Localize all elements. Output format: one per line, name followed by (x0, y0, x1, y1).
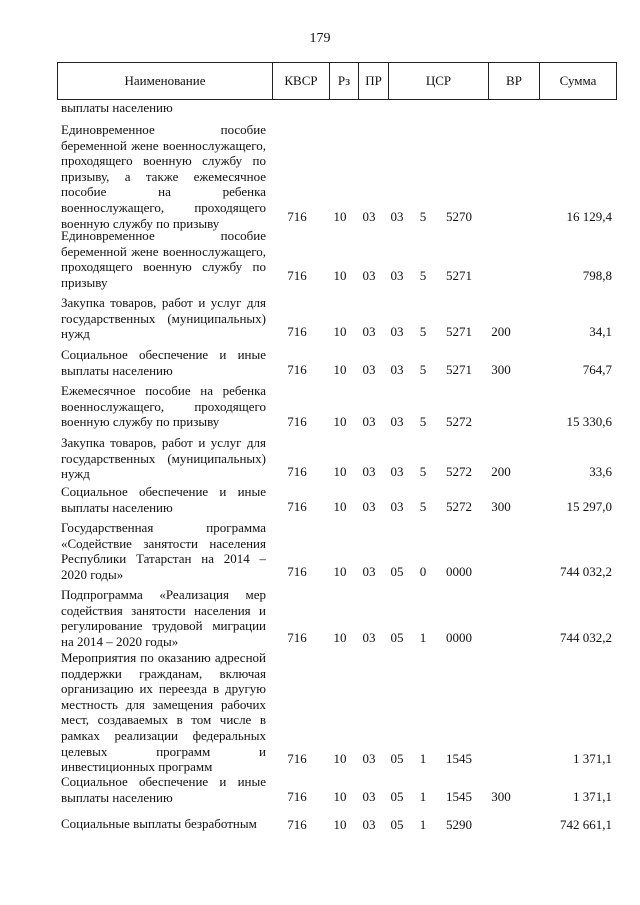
row-c3: 5272 (446, 464, 472, 480)
row-c1: 03 (390, 464, 404, 480)
row-vr: 300 (491, 499, 511, 515)
header-kvsr: КВСР (273, 63, 330, 99)
row-name: Закупка товаров, работ и услуг для государственных (муниципальных) нужд (61, 435, 266, 482)
row-rz: 10 (333, 209, 347, 225)
row-c3: 0000 (446, 564, 472, 580)
row-c2: 1 (419, 789, 427, 805)
header-pr: ПР (359, 63, 389, 99)
row-pr: 03 (362, 268, 376, 284)
table-row (0, 774, 640, 805)
row-c2: 5 (419, 499, 427, 515)
header-rz: Рз (330, 63, 359, 99)
row-name: выплаты населению (61, 100, 173, 115)
row-rz: 10 (333, 268, 347, 284)
header-sum: Сумма (559, 73, 597, 88)
row-rz: 10 (333, 817, 347, 833)
row-c3: 5271 (446, 268, 472, 284)
row-sum: 742 661,1 (560, 817, 612, 833)
row-rz: 10 (333, 362, 347, 378)
row-name: Единовременное пособие беременной жене военнослужащего, проходящего военную службу по призыву (61, 228, 266, 290)
row-rz: 10 (333, 751, 347, 767)
row-sum: 1 371,1 (573, 751, 612, 767)
table-row (0, 816, 640, 833)
row-kvsr: 716 (287, 209, 307, 225)
row-rz: 10 (333, 564, 347, 580)
table-row (0, 650, 640, 775)
row-name: Единовременное пособие беременной жене военнослужащего, проходящего военную службу по призыву, а также ежемесячное пособие на ребенка военнослужащего, проходящего военную службу по призыву (61, 122, 266, 231)
table-row (0, 520, 640, 580)
row-c3: 5290 (446, 817, 472, 833)
row-c1: 03 (390, 324, 404, 340)
row-pr: 03 (362, 499, 376, 515)
table-row (0, 383, 640, 430)
row-c2: 5 (419, 209, 427, 225)
row-name: Закупка товаров, работ и услуг для государственных (муниципальных) нужд (61, 295, 266, 342)
row-c1: 03 (390, 499, 404, 515)
table-row (0, 295, 640, 340)
row-sum: 1 371,1 (573, 789, 612, 805)
row-c2: 1 (419, 751, 427, 767)
row-pr: 03 (362, 564, 376, 580)
row-kvsr: 716 (287, 499, 307, 515)
row-name: Социальное обеспечение и иные выплаты населению (61, 774, 266, 805)
row-sum: 744 032,2 (560, 630, 612, 646)
row-sum: 33,6 (589, 464, 612, 480)
row-c2: 1 (419, 817, 427, 833)
page-number: 179 (309, 31, 331, 46)
row-pr: 03 (362, 324, 376, 340)
row-c1: 03 (390, 209, 404, 225)
row-c3: 0000 (446, 630, 472, 646)
row-c3: 5270 (446, 209, 472, 225)
row-vr: 200 (491, 464, 511, 480)
row-rz: 10 (333, 630, 347, 646)
row-c2: 5 (419, 414, 427, 430)
row-pr: 03 (362, 751, 376, 767)
table-row (0, 587, 640, 649)
table-row (0, 347, 640, 378)
row-c1: 05 (390, 564, 404, 580)
row-kvsr: 716 (287, 464, 307, 480)
row-name: Социальные выплаты безработным (61, 816, 257, 831)
row-sum: 744 032,2 (560, 564, 612, 580)
row-rz: 10 (333, 789, 347, 805)
row-rz: 10 (333, 499, 347, 515)
row-c1: 05 (390, 751, 404, 767)
table-header (57, 62, 617, 100)
row-c3: 5271 (446, 362, 472, 378)
row-c2: 1 (419, 630, 427, 646)
row-c3: 5272 (446, 414, 472, 430)
row-sum: 764,7 (582, 362, 612, 378)
row-pr: 03 (362, 362, 376, 378)
row-c1: 03 (390, 362, 404, 378)
table-row (0, 228, 640, 290)
row-vr: 200 (491, 324, 511, 340)
row-c3: 1545 (446, 789, 472, 805)
row-name: Ежемесячное пособие на ребенка военнослужащего, проходящего военную службу по призыву (61, 383, 266, 430)
row-rz: 10 (333, 324, 347, 340)
row-kvsr: 716 (287, 268, 307, 284)
row-c2: 5 (419, 362, 427, 378)
row-c3: 1545 (446, 751, 472, 767)
header-csr: ЦСР (389, 63, 489, 99)
row-pr: 03 (362, 789, 376, 805)
table-row (0, 122, 640, 231)
row-name: Мероприятия по оказанию адресной поддержки гражданам, включая организацию их переезда в другую местность для замещения рабочих мест, создаваемых в том числе в рамках реализации федеральных целевых программ и инвестиционных программ (61, 650, 266, 775)
row-c2: 5 (419, 268, 427, 284)
row-pr: 03 (362, 414, 376, 430)
row-sum: 16 129,4 (566, 209, 612, 225)
row-vr: 300 (491, 789, 511, 805)
row-c1: 03 (390, 414, 404, 430)
row-kvsr: 716 (287, 324, 307, 340)
header-name: Наименование (58, 63, 273, 99)
table-row (0, 435, 640, 480)
table-row (0, 484, 640, 515)
row-vr: 300 (491, 362, 511, 378)
row-kvsr: 716 (287, 789, 307, 805)
row-name: Подпрограмма «Реализация мер содействия занятости населения и регулирование трудовой миграции на 2014 – 2020 годы» (61, 587, 266, 649)
row-pr: 03 (362, 209, 376, 225)
row-name: Социальное обеспечение и иные выплаты населению (61, 347, 266, 378)
row-kvsr: 716 (287, 362, 307, 378)
row-pr: 03 (362, 817, 376, 833)
row-kvsr: 716 (287, 630, 307, 646)
row-sum: 15 297,0 (566, 499, 612, 515)
row-kvsr: 716 (287, 564, 307, 580)
row-c3: 5272 (446, 499, 472, 515)
row-rz: 10 (333, 464, 347, 480)
row-pr: 03 (362, 630, 376, 646)
row-sum: 798,8 (582, 268, 612, 284)
row-name: Государственная программа «Содействие занятости населения Республики Татарстан на 2014 – 2020 годы» (61, 520, 266, 582)
row-pr: 03 (362, 464, 376, 480)
header-vr: ВР (489, 63, 540, 99)
row-c3: 5271 (446, 324, 472, 340)
row-kvsr: 716 (287, 817, 307, 833)
table-row (0, 100, 640, 115)
row-c2: 5 (419, 324, 427, 340)
row-name: Социальное обеспечение и иные выплаты населению (61, 484, 266, 515)
row-kvsr: 716 (287, 414, 307, 430)
row-c1: 05 (390, 789, 404, 805)
row-c1: 03 (390, 268, 404, 284)
row-c2: 5 (419, 464, 427, 480)
row-sum: 34,1 (589, 324, 612, 340)
row-sum: 15 330,6 (566, 414, 612, 430)
row-rz: 10 (333, 414, 347, 430)
row-c2: 0 (419, 564, 427, 580)
row-c1: 05 (390, 817, 404, 833)
row-c1: 05 (390, 630, 404, 646)
row-kvsr: 716 (287, 751, 307, 767)
